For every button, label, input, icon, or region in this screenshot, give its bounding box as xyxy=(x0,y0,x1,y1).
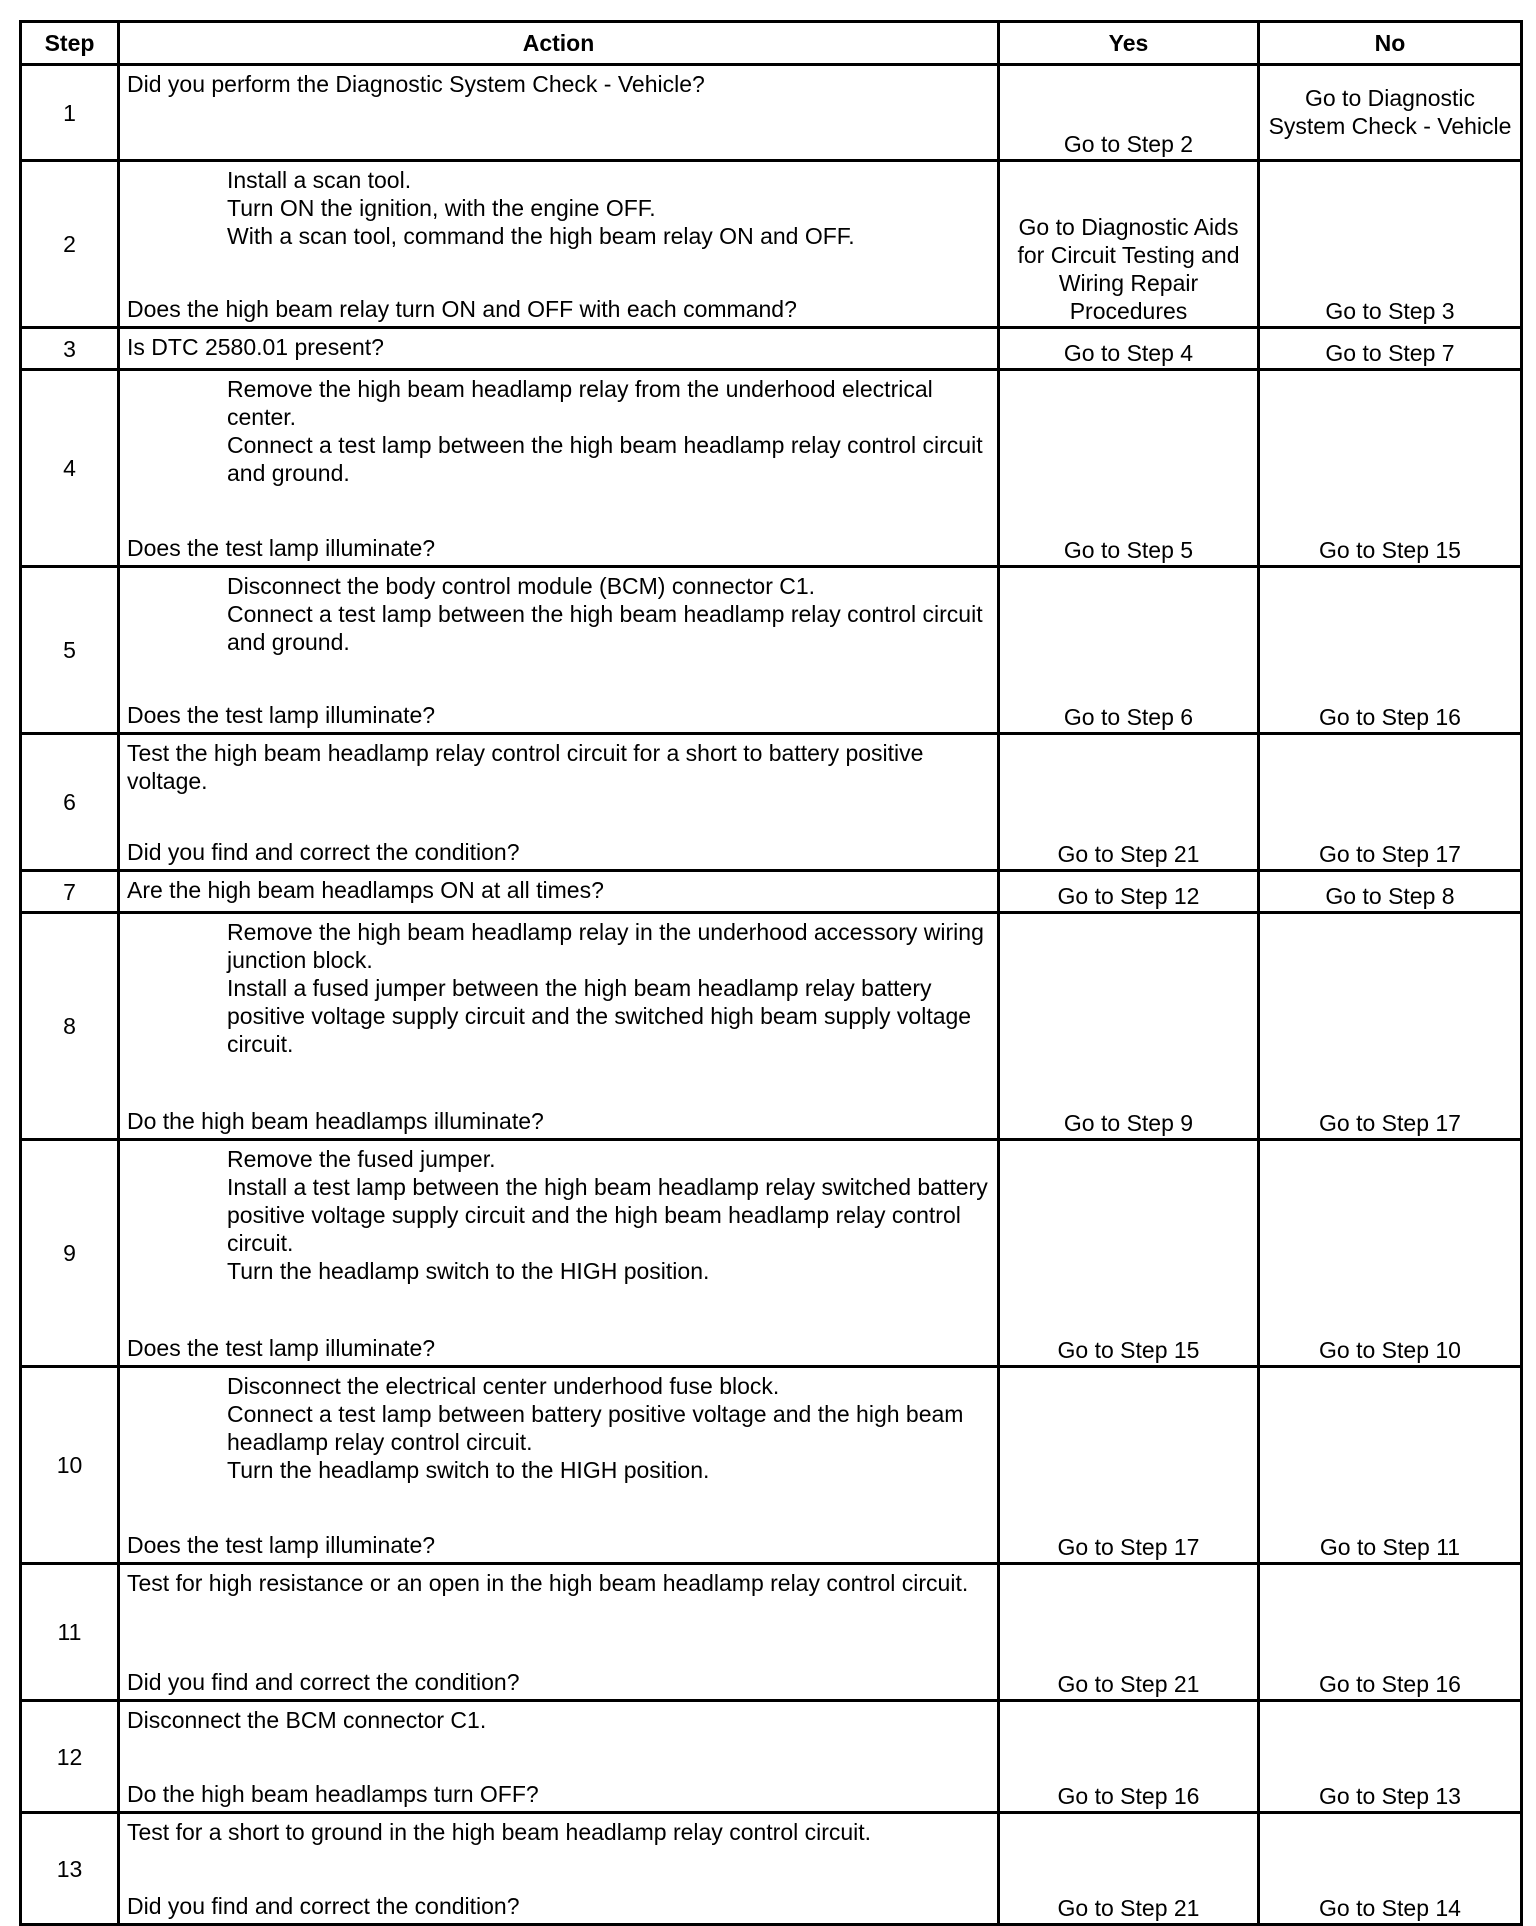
step-action xyxy=(119,328,999,370)
step-action xyxy=(119,1564,999,1701)
action-instruction: Remove the high beam headlamp relay in the underhood accessory wiring junction block. xyxy=(227,919,984,973)
step-row xyxy=(21,161,1522,328)
no-result: Go to Step 3 xyxy=(1259,161,1522,328)
action-question: Does the test lamp illuminate? xyxy=(127,1532,436,1558)
action-instruction: Turn the headlamp switch to the HIGH position. xyxy=(227,1457,710,1483)
step-row xyxy=(21,1813,1522,1925)
no-result: Go to Step 8 xyxy=(1259,871,1522,913)
action-question: Do the high beam headlamps illuminate? xyxy=(127,1108,544,1134)
diagnostic-table xyxy=(19,20,1523,1926)
no-result: Go to Step 17 xyxy=(1259,734,1522,871)
step-number: 12 xyxy=(21,1701,119,1813)
action-question: Does the test lamp illuminate? xyxy=(127,1335,436,1361)
no-result: Go to Step 7 xyxy=(1259,328,1522,370)
yes-result: Go to Step 4 xyxy=(999,328,1259,370)
header-row xyxy=(21,22,1522,65)
yes-result: Go to Step 5 xyxy=(999,370,1259,567)
no-result: Go to Step 13 xyxy=(1259,1701,1522,1813)
step-number: 10 xyxy=(21,1367,119,1564)
action-instruction: Remove the fused jumper. xyxy=(227,1146,496,1172)
step-row xyxy=(21,328,1522,370)
no-result: Go to Diagnostic System Check - Vehicle xyxy=(1259,65,1522,161)
step-action xyxy=(119,161,999,328)
yes-result: Go to Step 21 xyxy=(999,734,1259,871)
yes-result: Go to Step 21 xyxy=(999,1813,1259,1925)
step-action xyxy=(119,65,999,161)
step-action xyxy=(119,871,999,913)
step-action xyxy=(119,370,999,567)
no-result: Go to Step 15 xyxy=(1259,370,1522,567)
step-row xyxy=(21,1140,1522,1367)
step-row xyxy=(21,1564,1522,1701)
no-result: Go to Step 16 xyxy=(1259,567,1522,734)
yes-result: Go to Step 17 xyxy=(999,1367,1259,1564)
action-question: Do the high beam headlamps turn OFF? xyxy=(127,1781,539,1807)
action-text: Are the high beam headlamps ON at all times? xyxy=(127,877,604,903)
yes-result: Go to Step 15 xyxy=(999,1140,1259,1367)
action-text: Test for high resistance or an open in the high beam headlamp relay control circuit. xyxy=(127,1570,969,1596)
step-action xyxy=(119,1813,999,1925)
step-action xyxy=(119,567,999,734)
step-row xyxy=(21,567,1522,734)
step-number: 2 xyxy=(21,161,119,328)
step-action xyxy=(119,1367,999,1564)
step-action xyxy=(119,1701,999,1813)
no-result: Go to Step 14 xyxy=(1259,1813,1522,1925)
step-number: 11 xyxy=(21,1564,119,1701)
action-instruction: Turn ON the ignition, with the engine OFF. xyxy=(227,195,656,221)
action-question: Did you find and correct the condition? xyxy=(127,1893,520,1919)
step-number: 7 xyxy=(21,871,119,913)
step-row xyxy=(21,913,1522,1140)
action-text: Is DTC 2580.01 present? xyxy=(127,334,384,360)
action-question: Does the test lamp illuminate? xyxy=(127,702,436,728)
header-yes: Yes xyxy=(999,22,1259,65)
step-number: 5 xyxy=(21,567,119,734)
step-number: 1 xyxy=(21,65,119,161)
header-no: No xyxy=(1259,22,1522,65)
action-instruction: Install a test lamp between the high beam headlamp relay switched battery positive voltage supply circuit and the high beam headlamp relay control circuit. xyxy=(227,1174,988,1256)
action-instruction: Disconnect the body control module (BCM) connector C1. xyxy=(227,573,816,599)
step-number: 8 xyxy=(21,913,119,1140)
step-action xyxy=(119,1140,999,1367)
no-result: Go to Step 10 xyxy=(1259,1140,1522,1367)
action-question: Does the high beam relay turn ON and OFF with each command? xyxy=(127,296,797,322)
action-text: Did you perform the Diagnostic System Check - Vehicle? xyxy=(127,71,705,97)
step-number: 13 xyxy=(21,1813,119,1925)
no-result: Go to Step 11 xyxy=(1259,1367,1522,1564)
step-number: 3 xyxy=(21,328,119,370)
action-instruction: Connect a test lamp between the high beam headlamp relay control circuit and ground. xyxy=(227,432,983,486)
action-instruction: Disconnect the electrical center underhood fuse block. xyxy=(227,1373,780,1399)
action-question: Did you find and correct the condition? xyxy=(127,839,520,865)
yes-result: Go to Step 9 xyxy=(999,913,1259,1140)
action-text: Test for a short to ground in the high beam headlamp relay control circuit. xyxy=(127,1819,872,1845)
yes-result: Go to Step 12 xyxy=(999,871,1259,913)
step-number: 4 xyxy=(21,370,119,567)
action-question: Did you find and correct the condition? xyxy=(127,1669,520,1695)
action-text: Test the high beam headlamp relay control circuit for a short to battery positive voltage. xyxy=(127,740,924,794)
step-row xyxy=(21,1367,1522,1564)
action-instruction: Remove the high beam headlamp relay from the underhood electrical center. xyxy=(227,376,933,430)
action-question: Does the test lamp illuminate? xyxy=(127,535,436,561)
step-row xyxy=(21,871,1522,913)
step-row xyxy=(21,734,1522,871)
yes-result: Go to Step 16 xyxy=(999,1701,1259,1813)
action-instruction: Connect a test lamp between battery positive voltage and the high beam headlamp relay control circuit. xyxy=(227,1401,964,1455)
step-row xyxy=(21,65,1522,161)
step-row xyxy=(21,1701,1522,1813)
action-instruction: With a scan tool, command the high beam relay ON and OFF. xyxy=(227,223,855,249)
action-instruction: Turn the headlamp switch to the HIGH position. xyxy=(227,1258,710,1284)
action-instruction: Connect a test lamp between the high beam headlamp relay control circuit and ground. xyxy=(227,601,983,655)
yes-result: Go to Diagnostic Aids for Circuit Testing and Wiring Repair Procedures xyxy=(999,161,1259,328)
yes-result: Go to Step 2 xyxy=(999,65,1259,161)
step-number: 9 xyxy=(21,1140,119,1367)
step-action xyxy=(119,734,999,871)
no-result: Go to Step 16 xyxy=(1259,1564,1522,1701)
no-result: Go to Step 17 xyxy=(1259,913,1522,1140)
header-action: Action xyxy=(119,22,999,65)
action-instruction: Install a fused jumper between the high beam headlamp relay battery positive voltage supply circuit and the switched high beam supply voltage circuit. xyxy=(227,975,972,1057)
step-action xyxy=(119,913,999,1140)
action-text: Disconnect the BCM connector C1. xyxy=(127,1707,487,1733)
action-instruction: Install a scan tool. xyxy=(227,167,412,193)
step-number: 6 xyxy=(21,734,119,871)
step-row xyxy=(21,370,1522,567)
yes-result: Go to Step 21 xyxy=(999,1564,1259,1701)
header-step: Step xyxy=(21,22,119,65)
yes-result: Go to Step 6 xyxy=(999,567,1259,734)
